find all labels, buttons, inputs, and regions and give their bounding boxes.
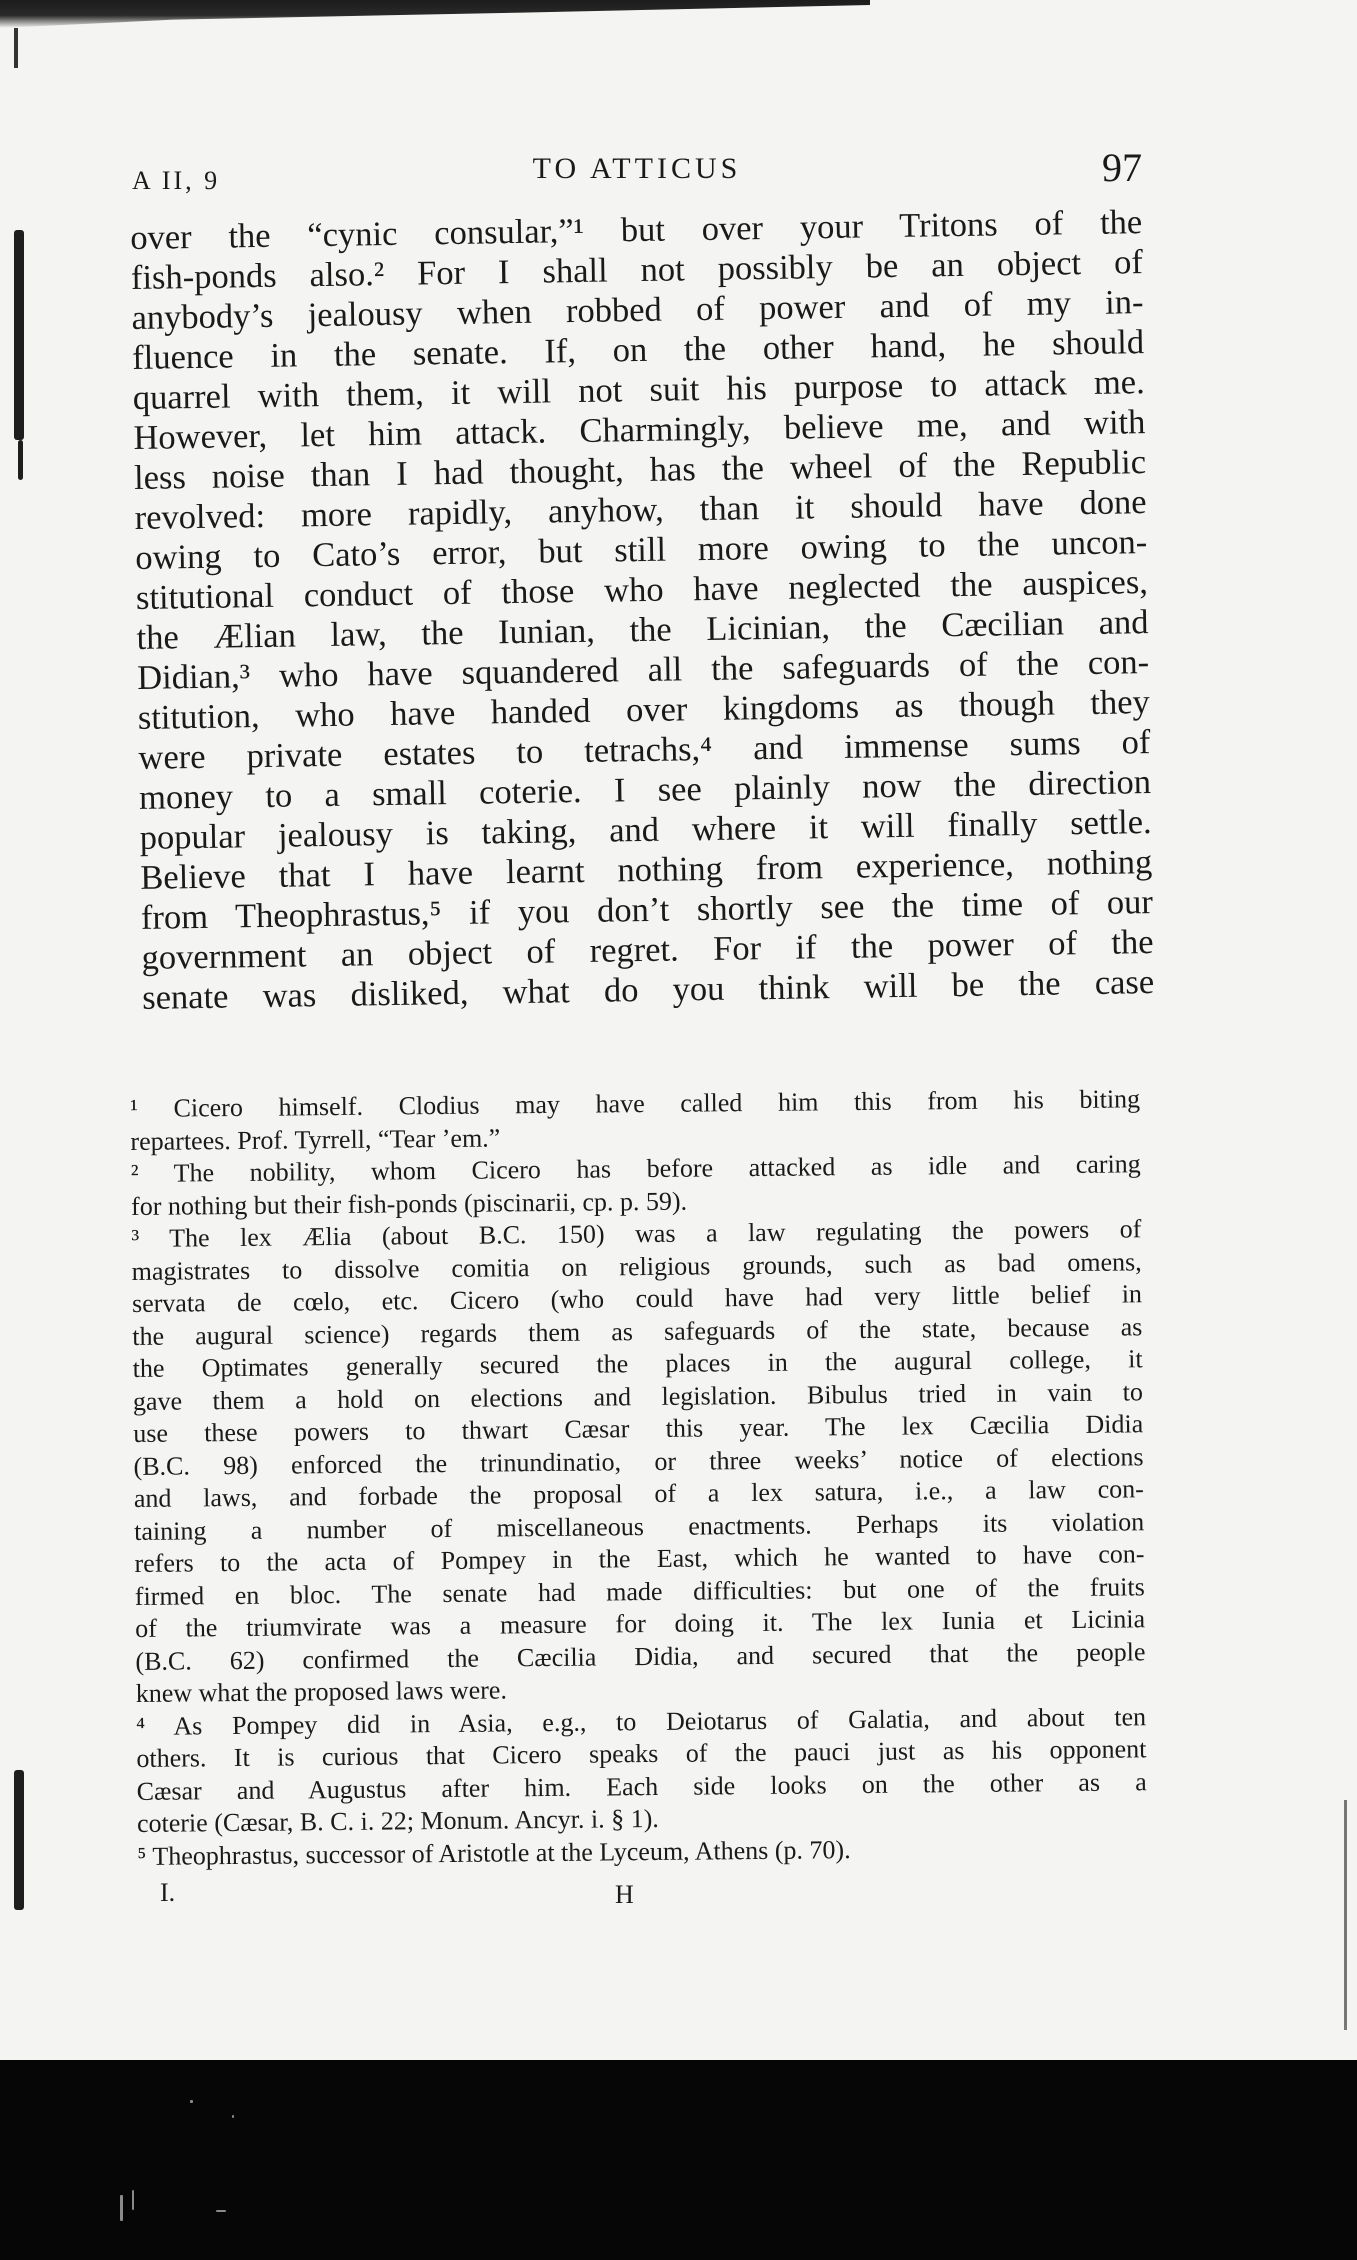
footnote-line: the Optimates generally secured the places in the augural college, it: [132, 1344, 1143, 1383]
scan-edge-top: [0, 0, 870, 28]
text-line: However, let him attack. Charmingly, believe me, and with: [133, 403, 1146, 457]
scan-speck: [216, 2210, 226, 2212]
text-line: Believe that I have learnt nothing from experience, nothing: [140, 843, 1153, 897]
text-line: less noise than I had thought, has the wheel of the Republic: [133, 443, 1147, 497]
text-line: popular jealousy is taking, and where it will finally settle.: [139, 803, 1152, 857]
text-line: fluence in the senate. If, on the other hand, he should: [131, 323, 1145, 377]
text-line: owing to Cato’s error, but still more owing to the uncon-: [135, 523, 1148, 577]
footnote-line: use these powers to thwart Cæsar this year. The lex Cæcilia Didia: [133, 1409, 1144, 1448]
text-line: anybody’s jealousy when robbed of power and of my in-: [131, 283, 1144, 337]
footnote-line: firmed en bloc. The senate had made difficulties: but one of the fruits: [134, 1571, 1145, 1611]
footnote-line: (B.C. 62) confirmed the Cæcilia Didia, and secured that the people: [135, 1636, 1146, 1676]
scan-edge-left-2: [18, 440, 23, 480]
signature-letter: H: [615, 1880, 634, 1909]
footnote-line: servata de cœlo, etc. Cicero (who could have had very little belief in: [131, 1279, 1143, 1318]
footnote-line: refers to the acta of Pompey in the East, which he wanted to have con-: [134, 1539, 1145, 1578]
text-line: senate was disliked, what do you think will be the case: [141, 963, 1155, 1017]
scan-mark-top: [14, 28, 18, 68]
footnote-line: taining a number of miscellaneous enactments. Perhaps its violation: [134, 1506, 1145, 1546]
text-line: stitutional conduct of those who have neglected the auspices,: [135, 563, 1149, 617]
scan-edge-right: [1344, 1800, 1347, 2030]
footnote-line: and laws, and forbade the proposal of a lex satura, i.e., a law con-: [133, 1474, 1144, 1513]
footnote-line: gave them a hold on elections and legislation. Bibulus tried in vain to: [132, 1376, 1144, 1416]
volume-mark: I.: [160, 1878, 176, 1907]
scan-speck: [120, 2195, 123, 2221]
footnote-line: for nothing but their fish-ponds (piscinarii, cp. p. 59).: [130, 1186, 688, 1221]
letter-reference: A II, 9: [132, 166, 221, 195]
text-line: government an object of regret. For if the power of the: [141, 923, 1154, 977]
text-line: over the “cynic consular,”¹ but over your Tritons of the: [130, 203, 1143, 257]
running-head: [132, 145, 1142, 200]
scan-speck: [132, 2190, 134, 2210]
footnote-line: ⁴ As Pompey did in Asia, e.g., to Deiotarus of Galatia, and about ten: [135, 1701, 1147, 1741]
footnote-line: ³ The lex Ælia (about B.C. 150) was a law regulating the powers of: [131, 1214, 1142, 1253]
running-title: TO ATTICUS: [532, 152, 742, 185]
text-line: fish-ponds also.² For I shall not possibly be an object of: [130, 243, 1144, 297]
footnote-line: coterie (Cæsar, B. C. i. 22; Monum. Ancyr. i. § 1).: [136, 1803, 659, 1838]
footnote-line: of the triumvirate was a measure for doing it. The lex Iunia et Licinia: [135, 1604, 1146, 1643]
text-line: Didian,³ who have squandered all the safeguards of the con-: [136, 643, 1150, 697]
signature-mark: [160, 1878, 1120, 1918]
scan-edge-left-3: [14, 1770, 24, 1910]
text-line: stitution, who have handed over kingdoms as though they: [137, 683, 1151, 737]
page-number: 97: [1102, 145, 1142, 190]
footnote-line: ¹ Cicero himself. Clodius may have called him this from his biting: [130, 1084, 1141, 1123]
text-line: revolved: more rapidly, anyhow, than it should have done: [134, 483, 1147, 537]
footnote-line: the augural science) regards them as safeguards of the state, because as: [132, 1311, 1143, 1351]
footnote-line: ⁵ Theophrastus, successor of Aristotle at the Lyceum, Athens (p. 70).: [137, 1834, 851, 1871]
footnote-line: others. It is curious that Cicero speaks of the pauci just as his opponent: [136, 1734, 1147, 1773]
footnote-line: repartees. Prof. Tyrrell, “Tear ’em.”: [130, 1122, 501, 1156]
text-line: the Ælian law, the Iunian, the Licinian, the Cæcilian and: [136, 603, 1149, 657]
text-line: were private estates to tetrachs,⁴ and immense sums of: [138, 723, 1151, 777]
footnote-line: Cæsar and Augustus after him. Each side looks on the other as a: [136, 1766, 1147, 1806]
text-line: from Theophrastus,⁵ if you don’t shortly see the time of our: [140, 883, 1154, 937]
scan-speck: [190, 2100, 193, 2103]
footnote-line: (B.C. 98) enforced the trinundinatio, or three weeks’ notice of elections: [133, 1441, 1144, 1481]
scan-speck: [232, 2115, 234, 2118]
footnotes: [130, 1083, 1147, 1873]
footnote-line: knew what the proposed laws were.: [135, 1675, 507, 1708]
text-line: money to a small coterie. I see plainly now the direction: [138, 763, 1152, 817]
footnote-line: ² The nobility, whom Cicero has before attacked as idle and caring: [130, 1149, 1141, 1188]
main-text: [130, 202, 1154, 1018]
scan-edge-left-1: [14, 230, 24, 440]
footnote-line: magistrates to dissolve comitia on religious grounds, such as bad omens,: [131, 1246, 1142, 1286]
scan-bottom-band: [0, 2060, 1357, 2260]
text-line: quarrel with them, it will not suit his purpose to attack me.: [132, 363, 1146, 417]
